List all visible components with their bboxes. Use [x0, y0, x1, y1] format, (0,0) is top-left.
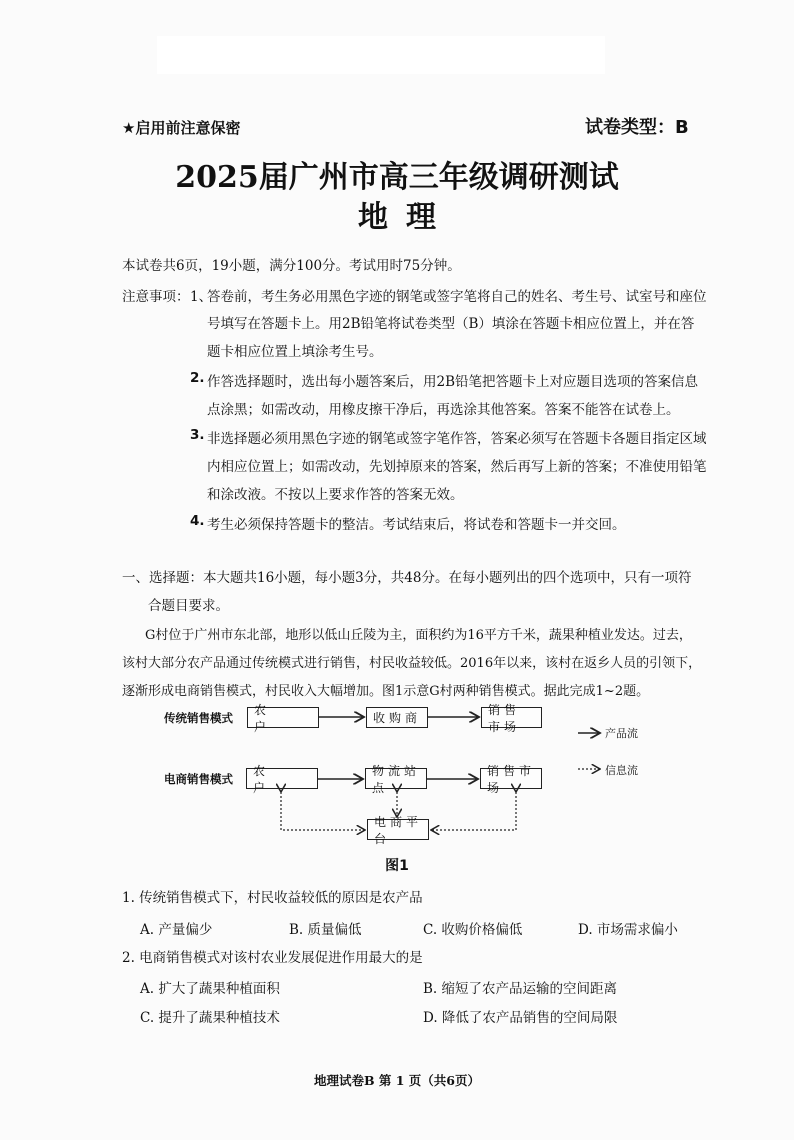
question-2-stem: 2. 电商销售模式对该村农业发展促进作用最大的是: [122, 950, 423, 966]
passage-line-2: 该村大部分农产品通过传统模式进行销售，村民收益较低。2016年以来，该村在返乡人员的引领下，: [122, 656, 702, 671]
ecommerce-farmer-box: 农 户: [246, 768, 318, 789]
traditional-buyer-box: 收购商: [366, 707, 428, 728]
question-2-option-a[interactable]: A. 扩大了蔬果种植面积: [140, 981, 280, 997]
notice-2-line-2: 点涂黑；如需改动，用橡皮擦干净后，再选涂其他答案。答案不能答在试卷上。: [207, 402, 680, 418]
confidential-notice: ★启用前注意保密: [122, 119, 241, 137]
notice-4-num: 4.: [190, 513, 205, 529]
notice-1-line-2: 号填写在答题卡上。用2B铅笔将试卷类型（B）填涂在答题卡相应位置上，并在答: [207, 316, 695, 332]
question-2-option-c[interactable]: C. 提升了蔬果种植技术: [140, 1010, 280, 1026]
passage-line-3: 逐渐形成电商销售模式，村民收入大幅增加。图1示意G村两种销售模式。据此完成1~2题。: [122, 684, 650, 699]
question-1-option-b[interactable]: B. 质量偏低: [289, 922, 362, 938]
question-2-option-d[interactable]: D. 降低了农产品销售的空间局限: [423, 1010, 618, 1026]
traditional-market-box: 销售市场: [481, 707, 542, 728]
paper-type: 试卷类型：B: [585, 117, 689, 138]
passage-line-1: G村位于广州市东北部，地形以低山丘陵为主，面积约为16平方千米，蔬果种植业发达。过去，: [145, 628, 692, 643]
question-1-option-a[interactable]: A. 产量偏少: [140, 922, 213, 938]
notice-3-num: 3.: [190, 427, 205, 443]
page-footer: 地理试卷B 第 1 页（共6页）: [313, 1073, 481, 1088]
info-arrow-market-platform: [431, 792, 516, 830]
traditional-mode-label: 传统销售模式: [164, 711, 233, 725]
notice-1-line-1: 答卷前，考生务必用黑色字迹的钢笔或签字笔将自己的姓名、考生号、试室号和座位: [207, 289, 707, 305]
exam-intro: 本试卷共6页，19小题，满分100分。考试用时75分钟。: [122, 258, 461, 274]
notice-label: 注意事项：: [122, 289, 190, 305]
notice-1-num: 1、: [190, 289, 213, 305]
notice-3-line-3: 和涂改液。不按以上要求作答的答案无效。: [207, 487, 464, 503]
scan-artifact-band: [157, 36, 605, 74]
subject-title: 地理: [358, 200, 454, 235]
notice-3-line-1: 非选择题必须用黑色字迹的钢笔或签字笔作答，答案必须写在答题卡各题目指定区域: [207, 431, 707, 447]
notice-2-line-1: 作答选择题时，选出每小题答案后，用2B铅笔把答题卡上对应题目选项的答案信息: [207, 374, 699, 390]
question-1-option-c[interactable]: C. 收购价格偏低: [423, 922, 523, 938]
question-1-stem: 1. 传统销售模式下，村民收益较低的原因是农产品: [122, 890, 423, 906]
traditional-farmer-box: 农 户: [247, 707, 319, 728]
notice-3-line-2: 内相应位置上；如需改动，先划掉原来的答案，然后再写上新的答案；不准使用铅笔: [207, 459, 707, 475]
question-1-option-d[interactable]: D. 市场需求偏小: [578, 922, 678, 938]
info-arrow-farmer-platform: [281, 792, 365, 830]
ecommerce-market-box: 销售市场: [480, 768, 542, 789]
legend-product-flow-label: 产品流: [605, 727, 638, 740]
notice-1-line-3: 题卡相应位置上填涂考生号。: [207, 344, 383, 360]
figure-caption: 图1: [385, 858, 409, 874]
legend-info-flow-label: 信息流: [605, 764, 638, 777]
question-2-option-b[interactable]: B. 缩短了农产品运输的空间距离: [423, 981, 618, 997]
ecommerce-logistics-box: 物流站点: [365, 768, 427, 789]
notice-2-num: 2.: [190, 370, 205, 386]
ecommerce-mode-label: 电商销售模式: [164, 772, 233, 786]
section-heading-line-1: 一、选择题：本大题共16小题，每小题3分，共48分。在每小题列出的四个选项中，只有一项符: [122, 570, 692, 586]
exam-title: 2025届广州市高三年级调研测试: [175, 160, 619, 195]
section-heading-line-2: 合题目要求。: [148, 598, 229, 614]
notice-4-line-1: 考生必须保持答题卡的整洁。考试结束后，将试卷和答题卡一并交回。: [207, 517, 626, 533]
ecommerce-platform-box: 电商平台: [367, 819, 429, 840]
